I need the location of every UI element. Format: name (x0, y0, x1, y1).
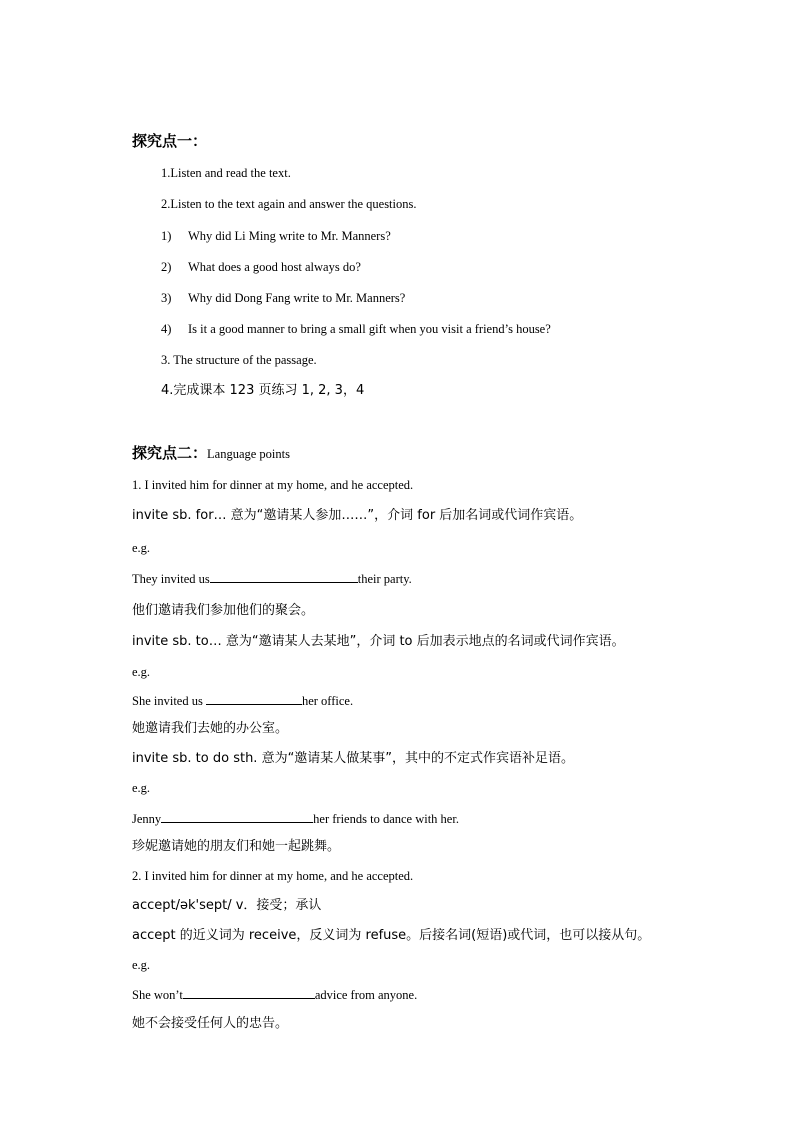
usage-invite-for: invite sb. for… 意为“邀请某人参加……”，介词 for 后加名词或代词作宾语。 (132, 508, 583, 523)
example-text: her friends to dance with her. (313, 812, 459, 826)
example-label: e.g. (132, 958, 151, 972)
question-4 (161, 321, 551, 337)
task-listen-read: 1.Listen and read the text. (161, 166, 291, 180)
section2-heading (132, 445, 290, 462)
fill-blank-4[interactable] (183, 986, 315, 999)
example-label: e.g. (132, 781, 151, 795)
example-text: She invited us (132, 694, 206, 708)
example-sentence-3 (132, 810, 459, 827)
usage-accept: accept 的近义词为 receive，反义词为 refuse。后接名词(短语)或代词，也可以接从句。 (132, 928, 651, 943)
example-sentence-4 (132, 986, 417, 1003)
point1-sentence: 1. I invited him for dinner at my home, and he accepted. (132, 478, 414, 492)
question-text: Is it a good manner to bring a small gift when you visit a friend’s house? (188, 322, 551, 336)
question-number: 4) (161, 322, 172, 336)
section1-heading: 探究点一： (132, 132, 208, 150)
example-translation-4: 她不会接受任何人的忠告。 (132, 1016, 289, 1031)
task-exercise: 4.完成课本 123 页练习 1, 2, 3，4 (161, 383, 365, 398)
task-listen-answer: 2.Listen to the text again and answer the questions. (161, 197, 417, 211)
example-text: She won’t (132, 988, 183, 1002)
example-text: advice from anyone. (314, 988, 418, 1002)
example-text: They invited us (132, 572, 210, 586)
fill-blank-3[interactable] (161, 810, 313, 823)
question-text: Why did Dong Fang write to Mr. Manners? (188, 291, 406, 305)
vocab-accept: accept/ək'sept/ v．接受；承认 (132, 898, 322, 913)
question-3 (161, 290, 405, 306)
question-text: Why did Li Ming write to Mr. Manners? (188, 229, 391, 243)
example-translation-3: 珍妮邀请她的朋友们和她一起跳舞。 (132, 839, 341, 854)
example-translation-1: 他们邀请我们参加他们的聚会。 (132, 603, 315, 618)
usage-invite-to: invite sb. to… 意为“邀请某人去某地”，介词 to 后加表示地点的名词或代词作宾语。 (132, 634, 625, 649)
question-number: 3) (161, 291, 172, 305)
task-structure: 3. The structure of the passage. (161, 353, 317, 367)
example-text: Jenny (132, 812, 162, 826)
fill-blank-1[interactable] (210, 570, 358, 583)
question-number: 2) (161, 260, 172, 274)
example-translation-2: 她邀请我们去她的办公室。 (132, 721, 289, 736)
example-label: e.g. (132, 541, 151, 555)
example-sentence-2 (132, 692, 353, 709)
example-sentence-1 (132, 570, 412, 587)
question-text: What does a good host always do? (188, 260, 361, 274)
point2-sentence: 2. I invited him for dinner at my home, and he accepted. (132, 869, 414, 883)
section2-heading-suffix: Language points (207, 447, 290, 461)
fill-blank-2[interactable] (206, 692, 302, 705)
usage-invite-to-do: invite sb. to do sth. 意为“邀请某人做某事”，其中的不定式作宾语补足语。 (132, 751, 575, 766)
question-2 (161, 259, 361, 275)
question-1 (161, 228, 391, 244)
question-number: 1) (161, 229, 172, 243)
example-text: her office. (301, 694, 354, 708)
example-label: e.g. (132, 665, 151, 679)
section2-heading-label: 探究点二： (132, 444, 208, 462)
example-text: their party. (357, 572, 412, 586)
